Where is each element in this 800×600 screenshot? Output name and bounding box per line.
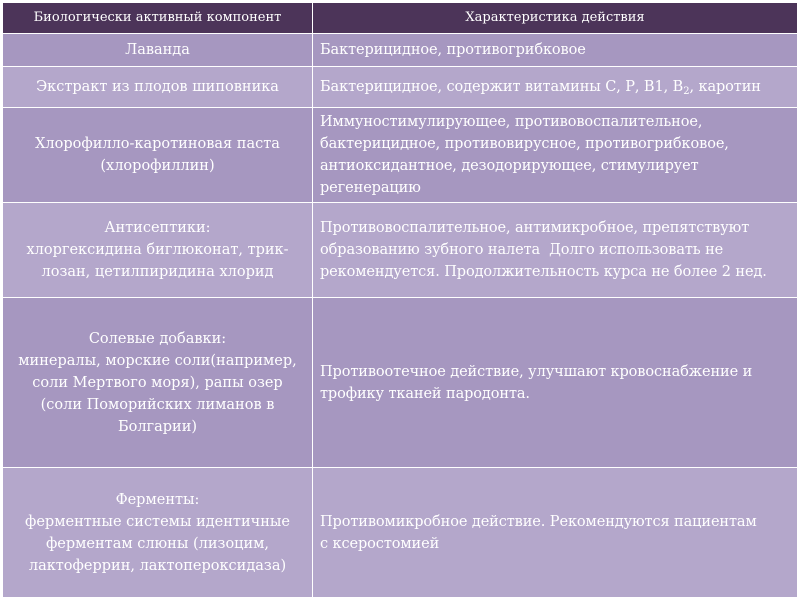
component-line: Ферменты: <box>115 491 200 508</box>
action-line: Противомикробное действие. Рекомендуются пациентам <box>320 513 757 530</box>
action-line: бактерицидное, противовирусное, противогрибковое, <box>320 136 729 152</box>
action-cell <box>313 298 797 467</box>
action-line: Противовоспалительное, антимикробное, препятствуют <box>320 220 750 236</box>
action-line <box>320 76 761 98</box>
action-line: образованию зубного налета Долго использовать не <box>320 242 724 258</box>
action-cell <box>313 67 797 107</box>
action-cell <box>313 203 797 297</box>
component-line: лозан, цетилпиридина хлорид <box>41 264 274 280</box>
component-line: Хлорофилло-каротиновая паста <box>35 136 280 152</box>
action-line: рекомендуется. Продолжительность курса не более 2 нед. <box>320 264 767 280</box>
component-line: (хлорофиллин) <box>100 158 215 174</box>
action-line: Бактерицидное, противогрибковое <box>320 42 586 58</box>
action-line: регенерацию <box>320 180 421 196</box>
action-line: с ксеростомией <box>320 535 440 552</box>
action-cell <box>313 468 797 597</box>
component-cell <box>3 468 312 597</box>
component-cell <box>3 67 312 107</box>
header-component-label: Биологически активный компонент <box>33 10 282 25</box>
component-line: Экстракт из плодов шиповника <box>36 79 279 95</box>
component-line: хлоргексидина биглюконат, трик- <box>26 242 289 258</box>
action-line: Иммуностимулирующее, противовоспалительное, <box>320 114 703 130</box>
component-cell <box>3 34 312 66</box>
component-line: минералы, морские соли(например, <box>18 352 297 369</box>
component-line: лактоферрин, лактопероксидаза) <box>28 557 287 574</box>
component-line: Солевые добавки: <box>88 330 227 347</box>
header-component-cell <box>3 3 312 33</box>
action-line: Противоотечное действие, улучшают кровоснабжение и <box>320 363 753 380</box>
component-line: Лаванда <box>125 42 190 58</box>
component-line: (соли Поморийских лиманов в <box>40 396 275 413</box>
action-line: трофику тканей пародонта. <box>320 385 530 402</box>
component-line: Болгарии) <box>117 418 198 435</box>
subscript-text: 2 <box>683 86 690 97</box>
header-action-cell <box>313 3 797 33</box>
component-cell <box>3 298 312 467</box>
component-cell <box>3 108 312 202</box>
header-action-label: Характеристика действия <box>465 10 645 25</box>
action-text: , каротин <box>689 79 761 95</box>
component-line: соли Мертвого моря), рапы озер <box>32 374 283 391</box>
component-line: ферментные системы идентичные <box>25 513 290 530</box>
action-cell <box>313 108 797 202</box>
component-cell <box>3 203 312 297</box>
component-line: Антисептики: <box>104 220 211 236</box>
action-line: антиоксидантное, дезодорирующее, стимулирует <box>320 158 699 174</box>
data-table <box>3 3 797 597</box>
component-line: ферментам слюны (лизоцим, <box>45 535 270 552</box>
action-cell <box>313 34 797 66</box>
action-text: Бактерицидное, содержит витамины С, Р, В1, В <box>320 79 684 95</box>
